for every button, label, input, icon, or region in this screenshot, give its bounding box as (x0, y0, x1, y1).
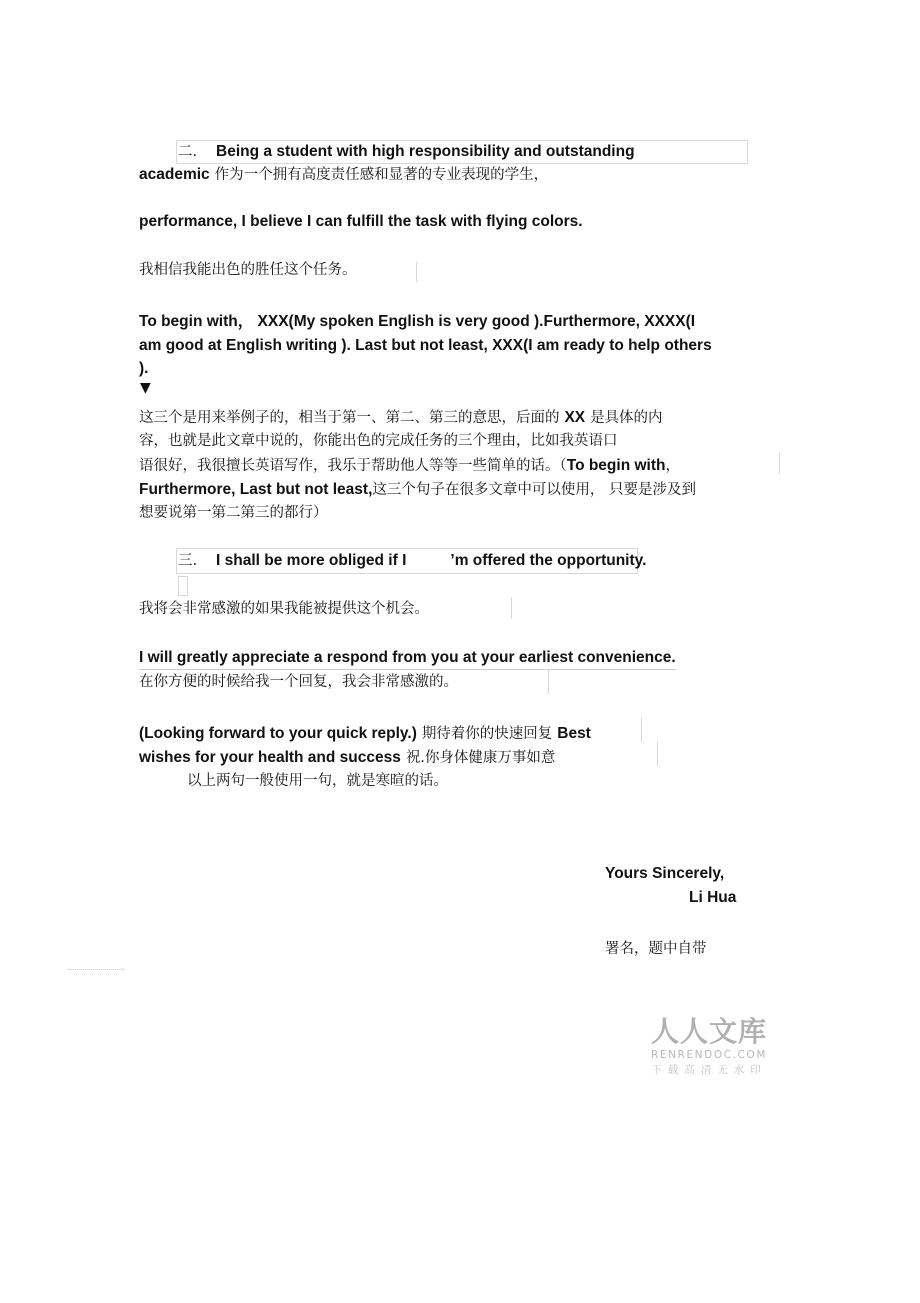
section2-text-1: Being a student with high responsibility and outstanding (216, 143, 635, 160)
example-note5: 想要说第一第二第三的都行） (139, 505, 328, 521)
example-note3-b: To begin with (566, 457, 666, 474)
example-note4-b: 这三个句子在很多文章中可以使用， 只要是涉及到 (372, 482, 696, 498)
signature-name: Li Hua (689, 889, 737, 906)
section3-text-1b: ’m offered the opportunity. (450, 552, 647, 569)
section3-text-5-en2: Best (557, 725, 591, 742)
example-note1-c: 是具体的内 (590, 410, 663, 426)
section3-line3: I will greatly appreciate a respond from you at your earliest convenience. (139, 647, 676, 670)
section3-text-1a: I shall be more obliged if I (216, 552, 407, 569)
section3-line4: 在你方便的时候给我一个回复，我会非常感激的。 (139, 674, 458, 690)
example-note1-b: XX (564, 409, 586, 426)
example-line2: am good at English writing ). Last but not least, XXX(I am ready to help others (139, 337, 712, 354)
watermark-logo: 人人文库 (650, 1015, 767, 1048)
section3-line5 (139, 722, 591, 745)
example-note3-a: 语很好，我很擅长英语写作，我乐于帮助他人等等一些简单的话。（ (139, 458, 567, 474)
frame-edge (548, 670, 549, 694)
example-note4-a: Furthermore, Last but not least, (139, 481, 373, 498)
arrow-down-icon: ▼ (140, 380, 151, 396)
frame-edge (511, 597, 512, 619)
example-line1: To begin with， XXX(My spoken English is very good ).Furthermore, XXXX(I (139, 313, 696, 330)
watermark-sub: 下载高清无水印 (651, 1064, 767, 1076)
section3-text-6-en: wishes for your health and success (139, 749, 401, 766)
example-line3: ). (139, 360, 149, 377)
watermark (646, 1016, 772, 1078)
section3-text-6-cn: 祝.你身体健康万事如意 (405, 750, 556, 766)
section3-line1 (178, 549, 646, 572)
section2-line2 (139, 163, 548, 186)
section3-line6 (139, 746, 555, 769)
frame-edge (641, 718, 642, 742)
example-note3 (139, 454, 680, 477)
frame-edge (657, 742, 658, 766)
text-frame-3 (178, 576, 188, 596)
section2-line4: 我相信我能出色的胜任这个任务。 (139, 262, 357, 278)
watermark-url: RENRENDOC.COM (650, 1049, 768, 1061)
example-note1 (139, 406, 663, 429)
frame-edge (779, 452, 780, 474)
example-note2: 容，也就是此文章中说的，你能出色的完成任务的三个理由，比如我英语口 (139, 433, 618, 449)
section2-line3: performance, I believe I can fulfill the task with flying colors. (139, 213, 583, 230)
example-note3-c: ， (665, 458, 680, 474)
example-note1-a: 这三个是用来举例子的，相当于第一、第二、第三的意思，后面的 (139, 410, 560, 426)
section3-marker: 三. (178, 553, 198, 569)
margin-mark (68, 969, 124, 970)
section2-text-2-en: academic (139, 166, 210, 183)
section3-text-5-cn: 期待着你的快速回复 (421, 726, 553, 742)
signature-note: 署名，题中自带 (605, 941, 707, 957)
example-note4 (139, 478, 696, 501)
signature-closing: Yours Sincerely, (605, 865, 725, 882)
section3-line2: 我将会非常感激的如果我能被提供这个机会。 (139, 601, 429, 617)
frame-edge (416, 262, 417, 282)
section3-line7: 以上两句一般使用一句，就是寒暄的话。 (187, 773, 448, 789)
section3-text-5-en: (Looking forward to your quick reply.) (139, 725, 417, 742)
section2-line1 (178, 140, 635, 163)
section2-text-2-cn: 作为一个拥有高度责任感和显著的专业表现的学生， (214, 167, 549, 183)
section2-marker: 二. (178, 144, 198, 160)
